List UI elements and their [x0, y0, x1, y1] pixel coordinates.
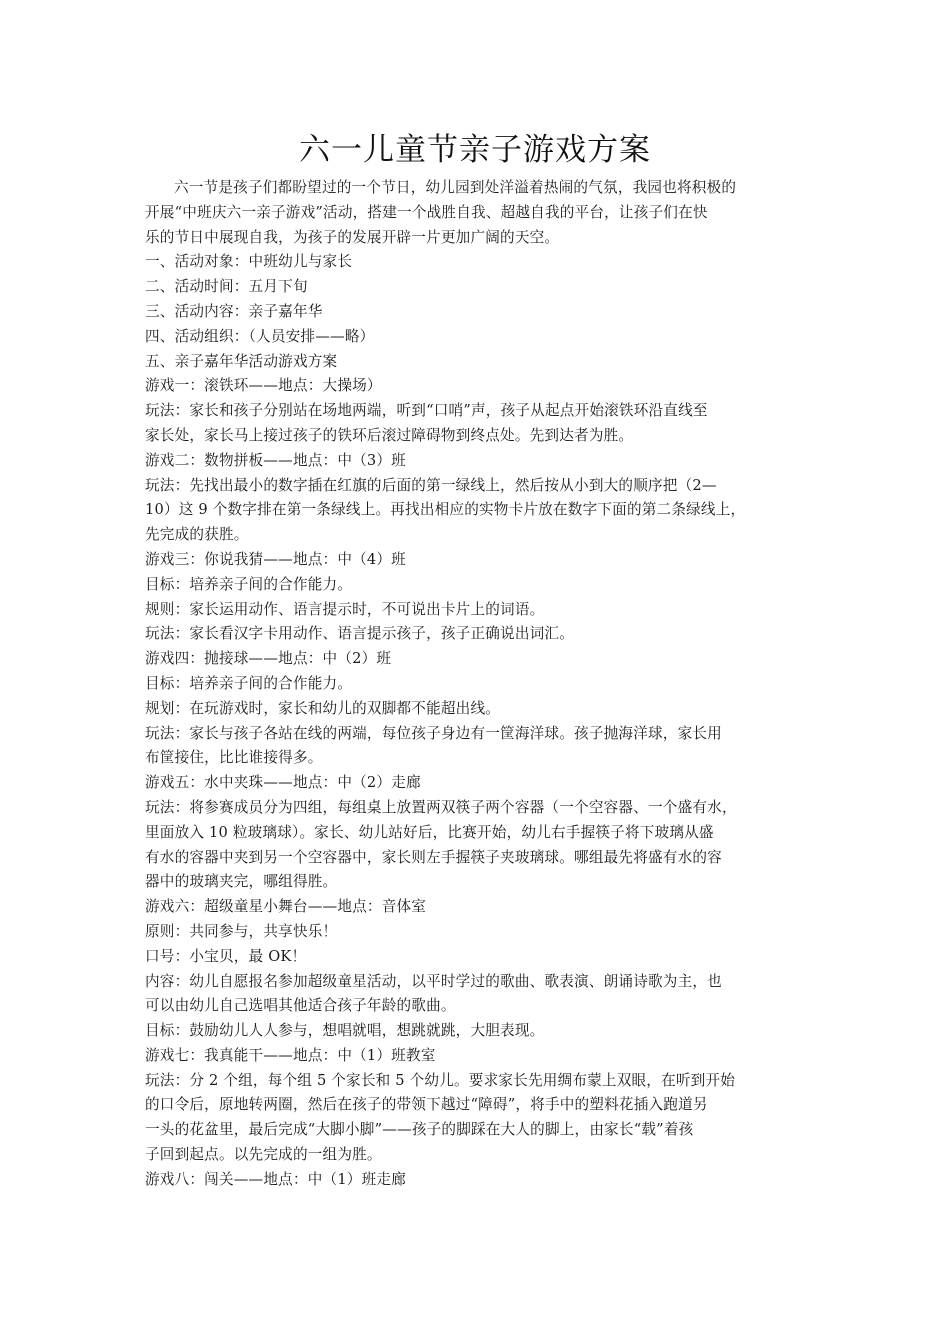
text-line: 目标：培养亲子间的合作能力。 — [145, 674, 353, 692]
text-line: 先完成的获胜。 — [145, 526, 249, 544]
text-line: 游戏五：水中夹珠——地点：中（2）走廊 — [145, 774, 421, 792]
text-line: 内容：幼儿自愿报名参加超级童星活动，以平时学过的歌曲、歌表演、朗诵诗歌为主，也 — [145, 972, 722, 990]
text-line: 开展“中班庆六一亲子游戏”活动，搭建一个战胜自我、超越自我的平台，让孩子们在快 — [145, 203, 708, 221]
text-line: 游戏七：我真能干——地点：中（1）班教室 — [145, 1046, 436, 1064]
text-line: 规则：家长运用动作、语言提示时，不可说出卡片上的词语。 — [145, 600, 545, 618]
text-line: 三、活动内容：亲子嘉年华 — [145, 302, 323, 320]
text-line: 四、活动组织：（人员安排——略） — [145, 327, 375, 345]
text-line: 目标：鼓励幼儿人人参与，想唱就唱，想跳就跳，大胆表现。 — [145, 1022, 545, 1040]
text-line: 10）这 9 个数字排在第一条绿线上。再找出相应的实物卡片放在数字下面的第二条绿线上， — [145, 501, 746, 519]
text-line: 玩法：将参赛成员分为四组，每组桌上放置两双筷子两个容器（一个空容器、一个盛有水， — [145, 798, 737, 816]
document-body — [145, 176, 813, 1193]
text-line: 可以由幼儿自己选唱其他适合孩子年龄的歌曲。 — [145, 997, 456, 1015]
text-line: 游戏二：数物拼板——地点：中（3）班 — [145, 451, 406, 469]
text-line: 游戏八：闯关——地点：中（1）班走廊 — [145, 1170, 406, 1188]
text-line: 目标：培养亲子间的合作能力。 — [145, 575, 353, 593]
text-line: 玩法：家长和孩子分别站在场地两端，听到“口哨”声，孩子从起点开始滚铁环沿直线至 — [145, 402, 708, 420]
text-line: 家长处，家长马上接过孩子的铁环后滚过障碍物到终点处。先到达者为胜。 — [145, 426, 634, 444]
text-line: 游戏一：滚铁环——地点：大操场） — [145, 377, 382, 395]
text-line: 口号：小宝贝，最 OK！ — [145, 947, 307, 965]
text-line: 的口令后，原地转两圈，然后在孩子的带领下越过“障碍”，将手中的塑料花插入跑道另 — [145, 1096, 708, 1114]
text-line: 玩法：家长与孩子各站在线的两端，每位孩子身边有一筐海洋球。孩子抛海洋球，家长用 — [145, 724, 722, 742]
text-line: 乐的节日中展现自我，为孩子的发展开辟一片更加广阔的天空。 — [145, 228, 560, 246]
text-line: 子回到起点。以先完成的一组为胜。 — [145, 1146, 382, 1164]
text-line: 一、活动对象：中班幼儿与家长 — [145, 253, 353, 271]
text-line: 有水的容器中夹到另一个空容器中，家长则左手握筷子夹玻璃球。哪组最先将盛有水的容 — [145, 848, 722, 866]
text-line: 六一节是孩子们都盼望过的一个节日，幼儿园到处洋溢着热闹的气氛，我园也将积极的 — [174, 179, 737, 196]
text-line: 五、亲子嘉年华活动游戏方案 — [145, 352, 338, 370]
text-line: 二、活动时间：五月下旬 — [145, 278, 308, 296]
text-line: 游戏六：超级童星小舞台——地点：音体室 — [145, 898, 427, 916]
text-line: 原则：共同参与，共享快乐！ — [145, 922, 338, 940]
text-line: 玩法：家长看汉字卡用动作、语言提示孩子，孩子正确说出词汇。 — [145, 625, 575, 643]
text-line: 里面放入 10 粒玻璃球）。家长、幼儿站好后，比赛开始，幼儿右手握筷子将下玻璃从盛 — [145, 823, 714, 841]
text-line: 布筐接住，比比谁接得多。 — [145, 749, 323, 767]
text-line: 器中的玻璃夹完，哪组得胜。 — [145, 873, 338, 891]
text-line: 游戏三：你说我猜——地点：中（4）班 — [145, 550, 406, 568]
text-line: 玩法：先找出最小的数字插在红旗的后面的第一绿线上，然后按从小到大的顺序把（2— — [145, 476, 717, 494]
text-line: 规划：在玩游戏时，家长和幼儿的双脚都不能超出线。 — [145, 699, 501, 717]
text-line: 游戏四：抛接球——地点：中（2）班 — [145, 650, 392, 668]
text-line: 玩法：分 2 个组，每个组 5 个家长和 5 个幼儿。要求家长先用绸布蒙上双眼，在听到开始 — [145, 1071, 736, 1089]
document-title: 六一儿童节亲子游戏方案 — [299, 132, 651, 168]
text-line: 一头的花盆里，最后完成“大脚小脚”——孩子的脚踩在大人的脚上，由家长“载”着孩 — [145, 1121, 694, 1139]
